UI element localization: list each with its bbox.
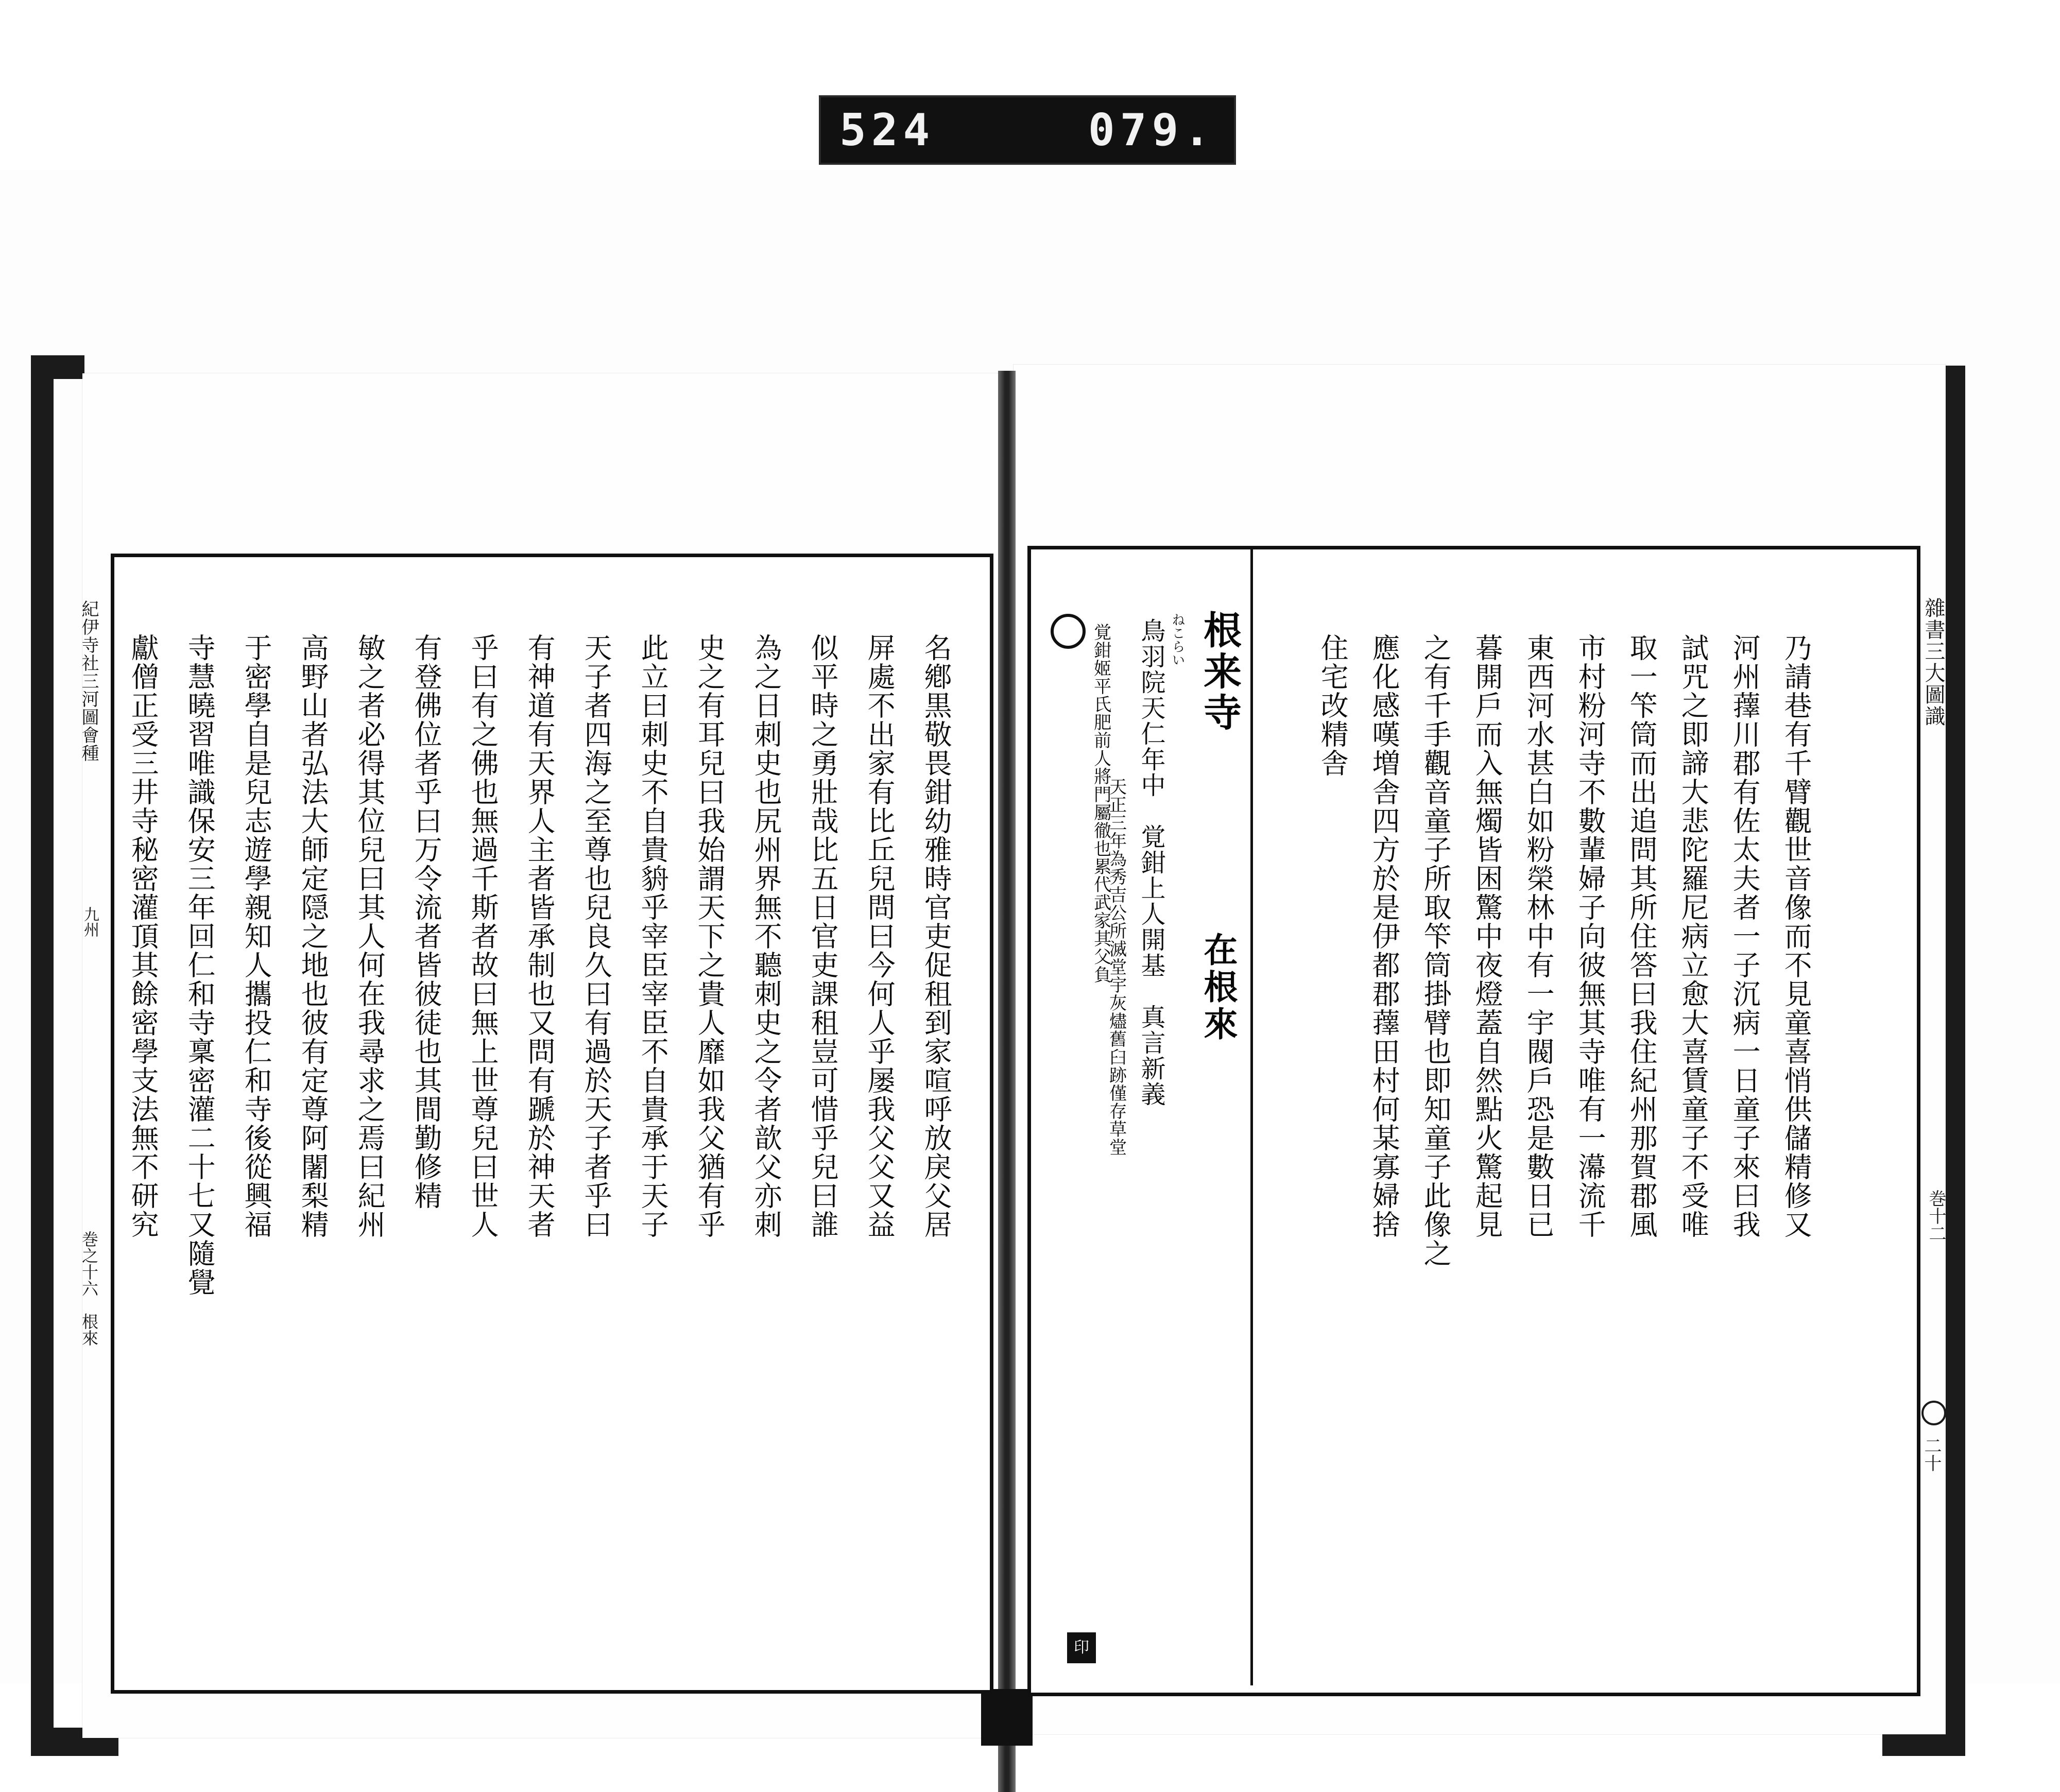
body-column-l5: 史之有耳兒曰我始謂天下之貴人靡如我父猶有乎: [693, 633, 726, 1239]
page-subheading-zaikonrai: 在根來: [1198, 932, 1238, 1043]
body-column-l2: 屏處不出家有比丘兒問曰今何人乎屡我父父又益: [863, 633, 896, 1239]
body-column-l15: 獻僧正受三井寺秘密灌頂其餘密學支法無不研究: [127, 633, 160, 1239]
body-column-l7: 天子者四海之至尊也兒良久曰有過於天子者乎曰: [580, 633, 613, 1239]
body-column-l3: 似平時之勇壯哉比五日官吏課租豈可惜乎兒曰誰: [806, 633, 839, 1239]
body-column-r3: 天正三年為秀吉公所滅堂宇灰燼舊臼跡僅存草堂: [1106, 778, 1127, 1156]
film-frame-counter: [819, 95, 1236, 165]
body-column-r6: 之有千手觀音童子所取笇筒掛臂也即知童子此像之: [1419, 633, 1452, 1268]
column-rule-right: [1250, 549, 1253, 1685]
running-title-right-margin: 雜書三大圖識: [1921, 597, 1945, 727]
body-column-r8: 東西河水甚白如粉榮林中有一宇閥戶恐是數日已: [1522, 633, 1555, 1239]
ink-seal-stamp: 印: [1067, 1632, 1096, 1663]
body-column-l8: 有神道有天界人主者皆承制也又問有蹏於神天者: [523, 633, 556, 1239]
body-column-r4: 住宅改精舎: [1316, 633, 1349, 778]
scanned-page-spread: [0, 170, 2060, 1683]
film-edge-left: [31, 355, 54, 1756]
folio-mark-right-2: 二十: [1921, 1437, 1942, 1472]
body-column-l6: 此立曰刺史不自貴貈乎宰臣宰臣不自貴承于天子: [637, 633, 670, 1239]
body-column-l9: 乎曰有之佛也無過千斯者故曰無上世尊兒曰世人: [467, 633, 500, 1239]
film-edge-left-top: [54, 355, 84, 379]
body-column-l12: 高野山者弘法大師定隠之地也彼有定尊阿闍梨精: [297, 633, 330, 1239]
body-column-r7: 暮開戶而入無燭皆困驚中夜燈蓋自然點火驚起見: [1471, 633, 1504, 1239]
body-column-r13: 乃請巷有千臂觀世音像而不見童喜悄供儲精修又: [1780, 633, 1813, 1239]
body-column-l13: 于密學自是兒志遊學親知人攜投仁和寺後從興福: [240, 633, 273, 1239]
page-heading-konraiji: 根来寺: [1197, 610, 1242, 734]
body-column-l11: 敏之者必得其位兒曰其人何在我尋求之焉曰紀州: [353, 633, 386, 1239]
body-column-l14: 寺慧曉習唯識保安三年回仁和寺稟密灌二十七又隨覺: [183, 633, 216, 1297]
book-spine-foot: [981, 1689, 1033, 1746]
body-column-r2: 鳥羽院天仁年中 覚鉗上人開基 真言新義: [1136, 618, 1165, 1107]
book-spine-gutter: [998, 371, 1016, 1792]
frame-counter-right: 079.: [1088, 104, 1215, 156]
frame-counter-left: 524: [839, 104, 935, 156]
body-column-r1: 覚鉗姬平氏肥前人將門屬徹也累代武家其父負: [1090, 623, 1111, 984]
body-column-r10: 取一笇筒而出追問其所住答曰我住紀州那賀郡風: [1625, 633, 1658, 1239]
section-marker-circle: [1051, 614, 1086, 649]
body-column-r11: 試咒之即諦大悲陀羅尼病立愈大喜賃童子不受唯: [1677, 633, 1710, 1239]
heading-ruby: ねこらい: [1170, 613, 1185, 666]
body-column-l4: 為之日刺史也尻州界無不聽刺史之令者歆父亦刺: [750, 633, 783, 1239]
margin-note-volume: 巻之十六 根來: [79, 1231, 99, 1346]
margin-note-kyushu: 九州: [81, 906, 99, 937]
body-column-r5: 應化感嘆増舎四方於是伊都郡蘀田村何某寡婦捨: [1368, 633, 1401, 1239]
body-column-l10: 有登佛位者乎曰万令流者皆彼徒也其間勤修精: [410, 633, 443, 1210]
folio-circle-right: [1921, 1401, 1946, 1425]
body-column-r12: 河州蘀川郡有佐太夫者一子沉病一日童子來曰我: [1728, 633, 1761, 1239]
body-column-r9: 市村粉河寺不數輩婦子向彼無其寺唯有一濗流千: [1574, 633, 1607, 1239]
body-column-l1: 名鄕黒敬畏鉗幼雅時官吏促租到家喧呼放戾父居: [920, 633, 953, 1239]
running-title-left-margin: 紀伊寺社三河圖會種: [78, 600, 99, 762]
folio-mark-right: 巻十二: [1926, 1190, 1946, 1242]
